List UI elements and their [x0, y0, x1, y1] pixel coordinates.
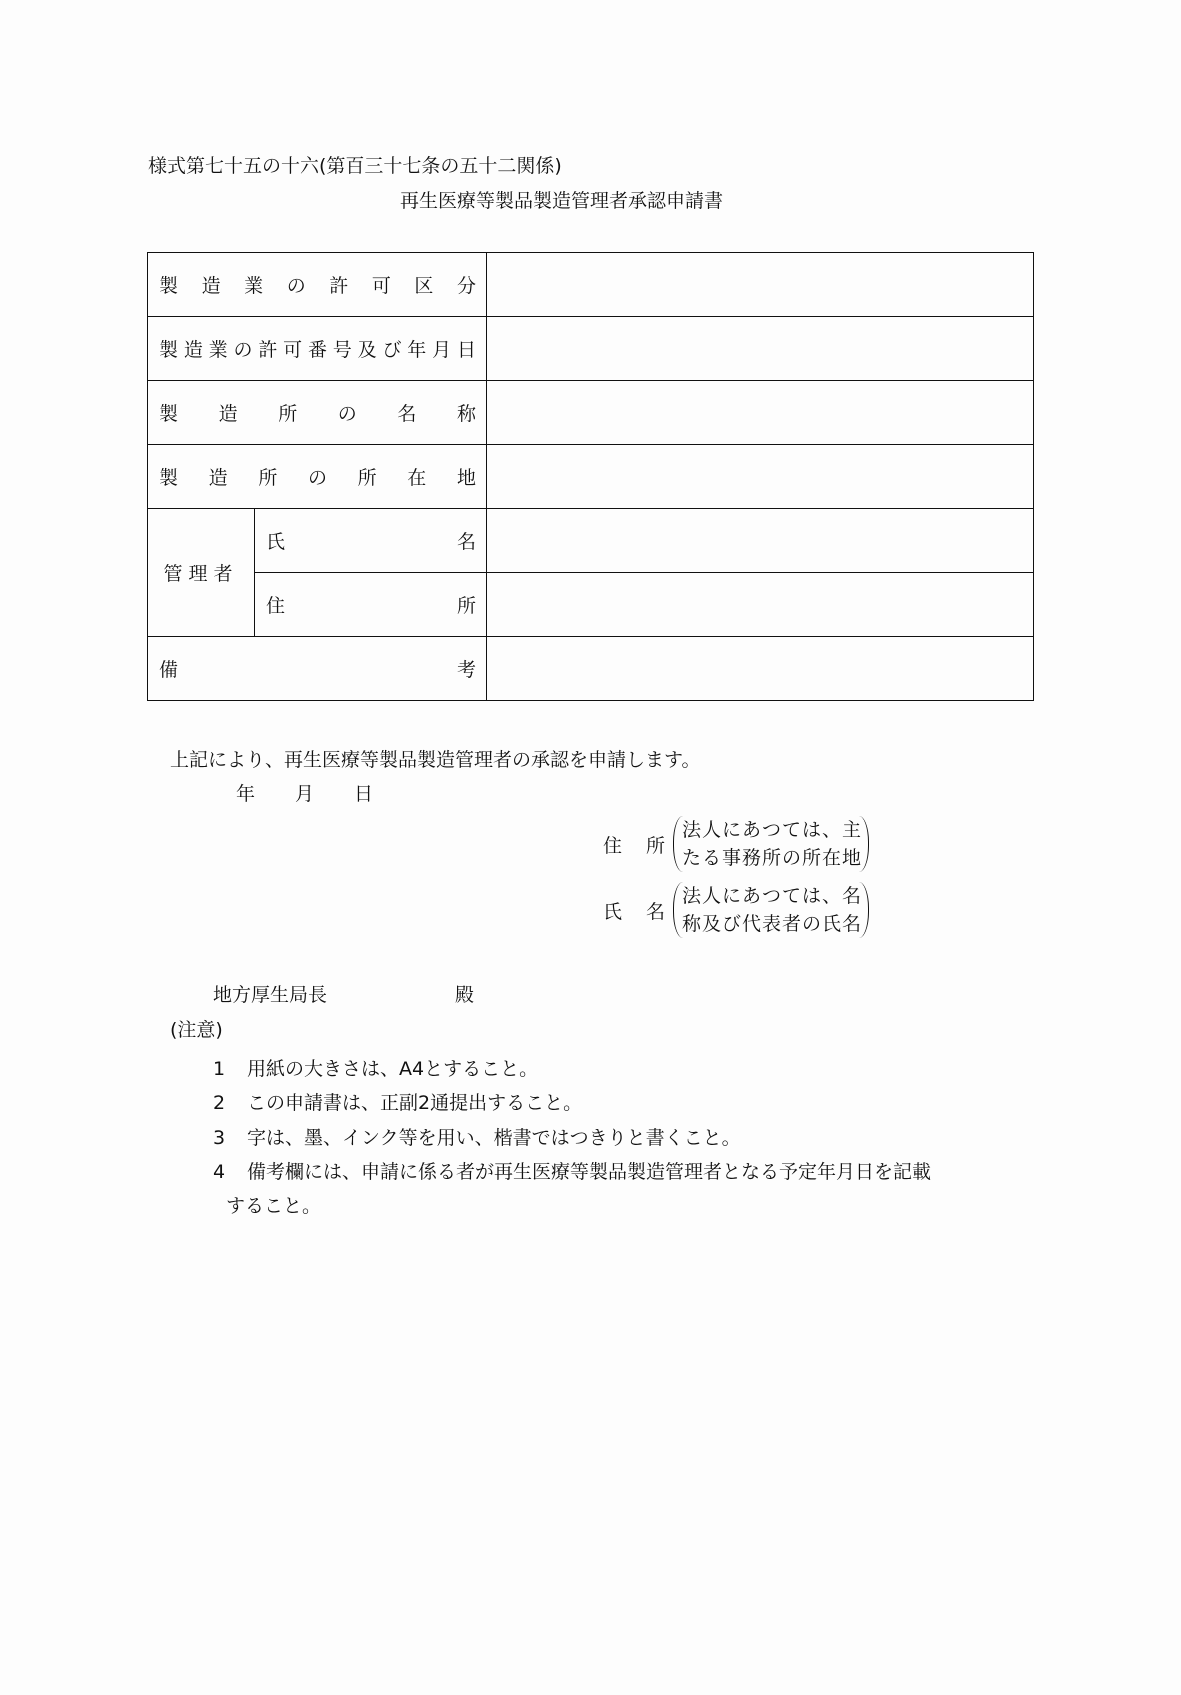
label-char: 所	[357, 467, 377, 489]
label-license-category	[148, 253, 487, 317]
label-char: の	[286, 275, 306, 297]
label-char: 所	[646, 834, 666, 857]
addressee-honorific: 殿	[455, 984, 475, 1006]
label-char: 可	[283, 339, 303, 361]
note-line: 法人にあつては、主	[682, 819, 863, 841]
addressee-name: 地方厚生局長	[213, 984, 328, 1006]
field-remarks[interactable]	[487, 637, 1034, 701]
note-item	[213, 1157, 931, 1184]
label-char: 許	[329, 275, 349, 297]
note-continuation: すること。	[226, 1195, 322, 1217]
table-row-license-number-date	[148, 317, 1034, 381]
label-char: 備	[159, 659, 179, 681]
label-manager-address	[255, 573, 487, 637]
label-char: 地	[456, 467, 476, 489]
label-manager-group: 管理者	[148, 509, 255, 637]
date-month: 月	[295, 783, 315, 805]
label-char: 造	[218, 403, 238, 425]
label-char: 造	[183, 339, 203, 361]
label-char: 年	[407, 339, 427, 361]
label-char: 造	[208, 467, 228, 489]
applicant-name	[603, 882, 869, 938]
label-license-number-date	[148, 317, 487, 381]
label-char: 製	[159, 339, 179, 361]
applicant-address-label	[603, 831, 665, 858]
field-manager-name[interactable]	[487, 509, 1034, 573]
notes-heading: (注意)	[170, 1019, 223, 1041]
table-row-manager-name	[148, 509, 1034, 573]
label-facility-location	[148, 445, 487, 509]
label-char: 月	[432, 339, 452, 361]
applicant-name-note	[673, 882, 869, 938]
date-line	[236, 782, 373, 806]
label-char: 考	[456, 659, 476, 681]
date-day: 日	[354, 783, 374, 805]
field-license-category[interactable]	[487, 253, 1034, 317]
label-char: の	[233, 339, 253, 361]
note-number: 3	[213, 1127, 226, 1149]
label-char: の	[307, 467, 327, 489]
note-text: この申請書は、正副2通提出すること。	[247, 1092, 583, 1114]
label-char: 番	[307, 339, 327, 361]
field-license-number-date[interactable]	[487, 317, 1034, 381]
label-remarks	[148, 637, 487, 701]
note-item	[213, 1088, 582, 1115]
table-row-license-category	[148, 253, 1034, 317]
label-char: 在	[407, 467, 427, 489]
label-char: び	[382, 339, 402, 361]
label-char: 製	[159, 467, 179, 489]
note-number: 4	[213, 1161, 226, 1183]
note-text: 備考欄には、申請に係る者が再生医療等製品製造管理者となる予定年月日を記載	[247, 1161, 932, 1183]
label-char: 所	[278, 403, 298, 425]
table-row-manager-address	[148, 573, 1034, 637]
label-char: 住	[266, 595, 286, 617]
note-line: 法人にあつては、名	[682, 885, 863, 907]
note-text: 用紙の大きさは、A4とすること。	[247, 1058, 539, 1080]
note-item	[213, 1054, 538, 1081]
application-form-table	[147, 252, 1034, 701]
field-facility-name[interactable]	[487, 381, 1034, 445]
date-year: 年	[236, 783, 256, 805]
note-number: 2	[213, 1092, 226, 1114]
note-line: たる事務所の所在地	[682, 847, 863, 869]
applicant-name-label	[603, 897, 665, 924]
note-text: 字は、墨、インク等を用い、楷書ではつきりと書くこと。	[247, 1127, 741, 1149]
field-manager-address[interactable]	[487, 573, 1034, 637]
label-char: 名	[397, 403, 417, 425]
label-char: 製	[159, 275, 179, 297]
table-row-remarks	[148, 637, 1034, 701]
application-statement: 上記により、再生医療等製品製造管理者の承認を申請します。	[170, 749, 701, 771]
note-number: 1	[213, 1058, 226, 1080]
note-item	[213, 1123, 741, 1150]
label-char: 業	[208, 339, 228, 361]
label-manager-name	[255, 509, 487, 573]
label-char: 製	[159, 403, 179, 425]
label-char: 造	[201, 275, 221, 297]
label-char: 可	[371, 275, 391, 297]
table-row-facility-name	[148, 381, 1034, 445]
label-facility-name	[148, 381, 487, 445]
form-number: 様式第七十五の十六(第百三十七条の五十二関係)	[148, 155, 562, 177]
label-char: 許	[258, 339, 278, 361]
label-char: 所	[456, 595, 476, 617]
table-row-facility-location	[148, 445, 1034, 509]
document-title: 再生医療等製品製造管理者承認申請書	[400, 190, 724, 212]
label-char: 氏	[603, 900, 623, 923]
label-char: 区	[414, 275, 434, 297]
label-char: 所	[258, 467, 278, 489]
label-char: 及	[357, 339, 377, 361]
label-char: 氏	[266, 531, 286, 553]
note-line: 称及び代表者の氏名	[682, 913, 863, 935]
label-char: 住	[603, 834, 623, 857]
label-char: 号	[332, 339, 352, 361]
label-char: 日	[456, 339, 476, 361]
applicant-address-note	[673, 816, 869, 872]
label-char: の	[337, 403, 357, 425]
applicant-address	[603, 816, 869, 872]
field-facility-location[interactable]	[487, 445, 1034, 509]
label-char: 分	[456, 275, 476, 297]
label-char: 称	[456, 403, 476, 425]
label-char: 業	[244, 275, 264, 297]
label-char: 名	[646, 900, 666, 923]
label-char: 名	[456, 531, 476, 553]
